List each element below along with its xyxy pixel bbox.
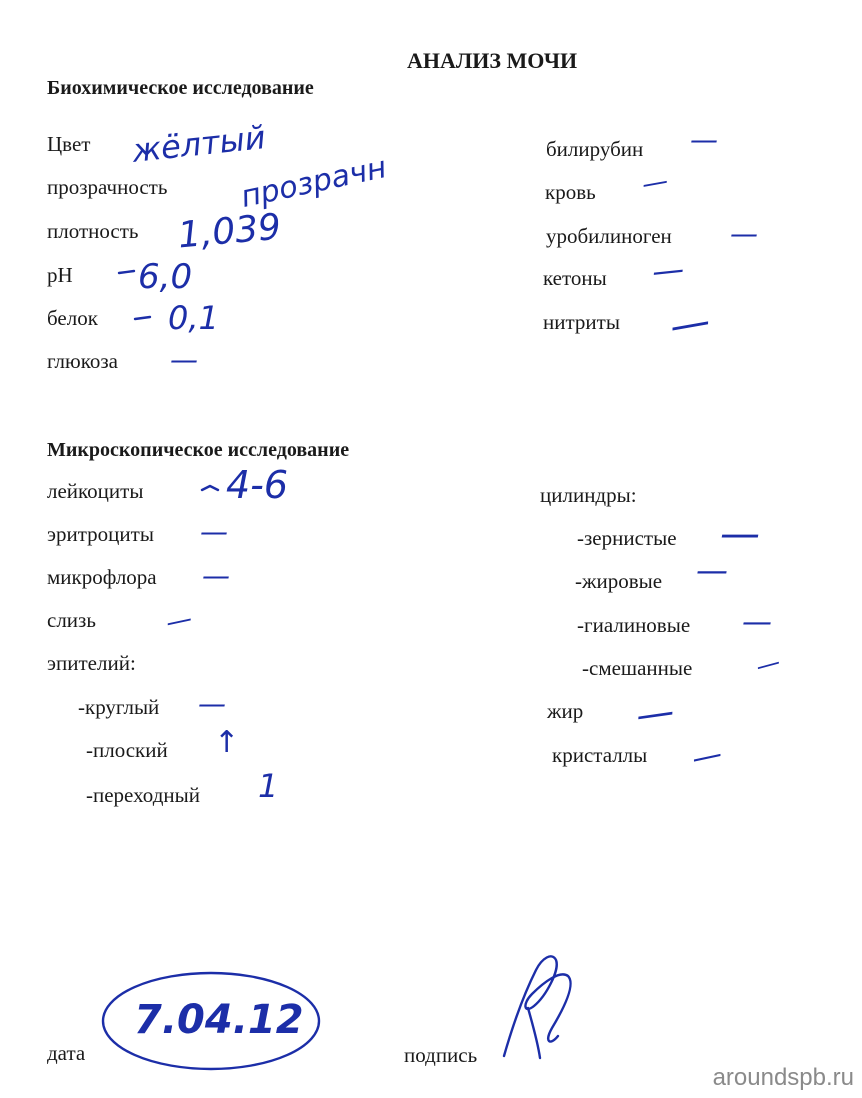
blood-label: кровь (545, 180, 596, 204)
granular-casts-value: — (720, 511, 760, 557)
urobilinogen-label: уробилиноген (546, 224, 672, 248)
transparency-value: прозрачн (237, 150, 390, 215)
page-title: АНАЛИЗ МОЧИ (407, 48, 578, 73)
date-value: 7.04.12 (134, 997, 304, 1043)
flat-epithelium-value: ↑ (214, 725, 240, 760)
fat-value: — (633, 688, 677, 738)
crystals-value: — (688, 736, 726, 777)
leukocytes-dash-mark (200, 482, 224, 494)
ketones-value: — (650, 249, 686, 291)
leukocytes-value: 4-6 (226, 463, 289, 507)
transitional-epithelium-label: -переходный (86, 783, 200, 807)
hyaline-casts-value: — (742, 605, 772, 640)
mixed-casts-label: -смешанные (582, 656, 693, 680)
protein-dash-mark (134, 314, 154, 324)
watermark: aroundspb.ru (712, 1064, 854, 1091)
transitional-epithelium-value: 1 (258, 767, 279, 805)
erythrocytes-label: эритроциты (47, 522, 154, 546)
signature-label: подпись (404, 1043, 478, 1067)
protein-value: 0,1 (168, 299, 219, 337)
epithelium-label: эпителий: (47, 651, 136, 675)
round-epithelium-label: -круглый (78, 695, 160, 719)
fatty-casts-value: — (696, 551, 728, 589)
fat-label: жир (547, 699, 584, 723)
transparency-label: прозрачность (47, 175, 168, 199)
hyaline-casts-label: -гиалиновые (577, 613, 691, 637)
round-epithelium-value: — (198, 687, 226, 720)
mixed-casts-value: — (752, 647, 784, 681)
signature-mark (494, 948, 594, 1066)
density-label: плотность (47, 219, 139, 243)
bilirubin-value: — (690, 123, 718, 156)
mucus-value: — (163, 603, 195, 639)
biochem-heading: Биохимическое исследование (47, 77, 314, 99)
ph-dash-mark (118, 268, 138, 278)
casts-label: цилиндры: (540, 483, 637, 507)
erythrocytes-value: — (200, 515, 228, 548)
nitrites-value: — (666, 297, 714, 351)
crystals-label: кристаллы (552, 743, 648, 767)
nitrites-label: нитриты (543, 310, 620, 334)
flat-epithelium-label: -плоский (86, 738, 168, 762)
microflora-label: микрофлора (47, 565, 157, 589)
mucus-label: слизь (47, 608, 96, 632)
color-value: жёлтый (130, 118, 268, 170)
glucose-value: — (170, 343, 198, 376)
blood-value: — (639, 165, 671, 201)
micro-heading: Микроскопическое исследование (47, 439, 350, 461)
fatty-casts-label: -жировые (575, 569, 663, 593)
ph-value: 6,0 (138, 257, 193, 297)
glucose-label: глюкоза (47, 349, 118, 373)
leukocytes-label: лейкоциты (47, 479, 144, 503)
urobilinogen-value: — (730, 217, 758, 250)
protein-label: белок (47, 306, 98, 330)
color-label: Цвет (47, 132, 91, 156)
bilirubin-label: билирубин (546, 137, 644, 161)
date-label: дата (47, 1041, 86, 1065)
density-value: 1,039 (176, 206, 283, 257)
granular-casts-label: -зернистые (577, 526, 677, 550)
ketones-label: кетоны (543, 266, 607, 290)
microflora-value: — (202, 559, 230, 592)
ph-label: pH (47, 263, 73, 287)
